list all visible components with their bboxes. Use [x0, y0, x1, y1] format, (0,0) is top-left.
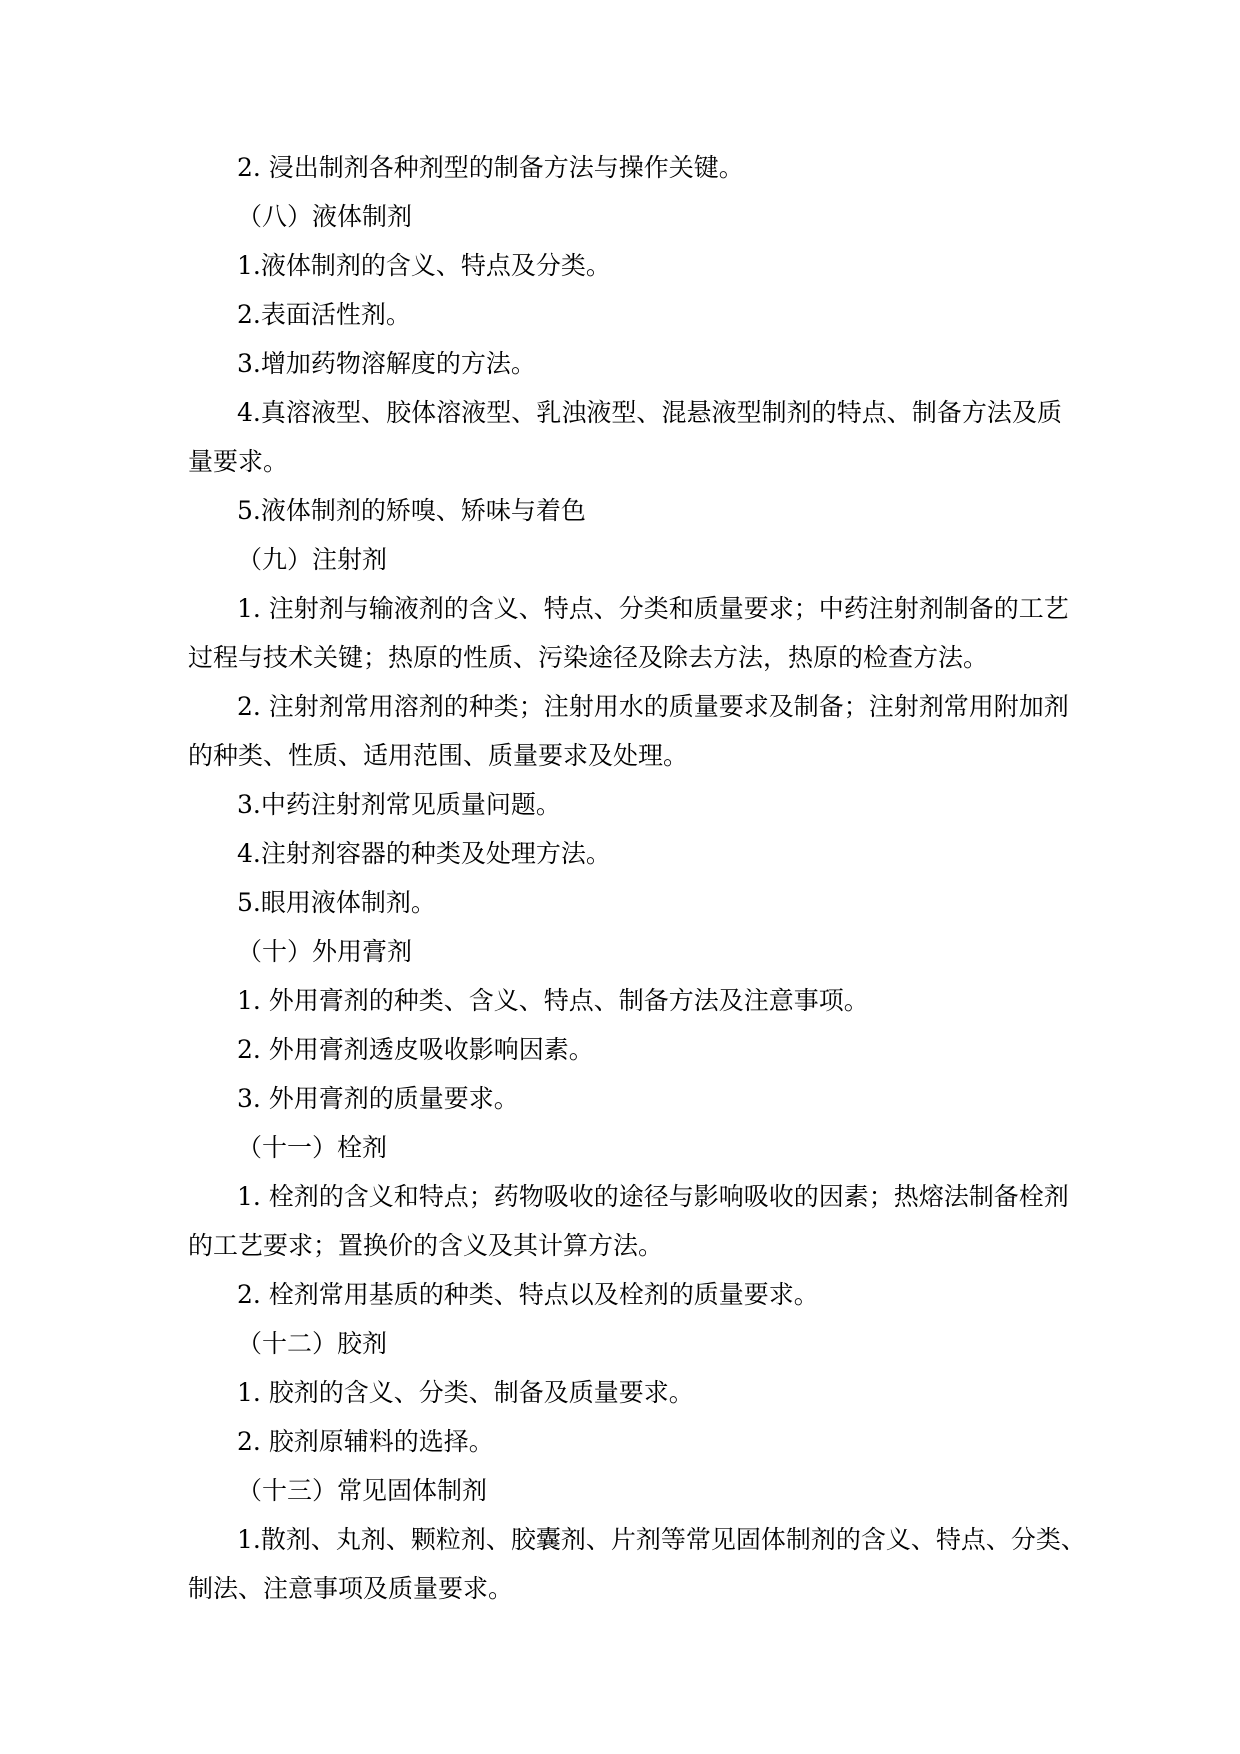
- text-line: 3.增加药物溶解度的方法。: [237, 349, 536, 378]
- text-line: 2.表面活性剂。: [237, 300, 411, 329]
- text-line: 1. 胶剂的含义、分类、制备及质量要求。: [237, 1378, 694, 1407]
- text-line: 1. 栓剂的含义和特点；药物吸收的途径与影响吸收的因素；热熔法制备栓剂: [237, 1182, 1069, 1211]
- text-line: 的种类、性质、适用范围、质量要求及处理。: [188, 741, 689, 770]
- text-line: 5.液体制剂的矫嗅、矫味与着色: [237, 496, 586, 525]
- section-heading: （十）外用膏剂: [237, 937, 413, 966]
- text-line: 1. 注射剂与输液剂的含义、特点、分类和质量要求；中药注射剂制备的工艺: [237, 594, 1069, 623]
- text-line: 1.液体制剂的含义、特点及分类。: [237, 251, 611, 280]
- section-heading: （十二）胶剂: [237, 1329, 388, 1358]
- text-line: 5.眼用液体制剂。: [237, 888, 436, 917]
- text-line: 2. 外用膏剂透皮吸收影响因素。: [237, 1035, 594, 1064]
- text-line: 3.中药注射剂常见质量问题。: [237, 790, 561, 819]
- text-line: 量要求。: [188, 447, 289, 476]
- text-line: 2. 栓剂常用基质的种类、特点以及栓剂的质量要求。: [237, 1280, 819, 1309]
- text-line: 的工艺要求；置换价的含义及其计算方法。: [188, 1231, 664, 1260]
- text-line: 4.注射剂容器的种类及处理方法。: [237, 839, 611, 868]
- text-line: 过程与技术关键；热原的性质、污染途径及除去方法，热原的检查方法。: [188, 643, 989, 672]
- section-heading: （十三）常见固体制剂: [237, 1476, 488, 1505]
- section-heading: （九）注射剂: [237, 545, 388, 574]
- section-heading: （八）液体制剂: [237, 202, 413, 231]
- text-line: 制法、注意事项及质量要求。: [188, 1574, 514, 1603]
- text-line: 2. 胶剂原辅料的选择。: [237, 1427, 494, 1456]
- text-line: 2. 注射剂常用溶剂的种类；注射用水的质量要求及制备；注射剂常用附加剂: [237, 692, 1069, 721]
- text-line: 4.真溶液型、胶体溶液型、乳浊液型、混悬液型制剂的特点、制备方法及质: [237, 398, 1062, 427]
- text-line: 2. 浸出制剂各种剂型的制备方法与操作关键。: [237, 153, 744, 182]
- text-line: 1. 外用膏剂的种类、含义、特点、制备方法及注意事项。: [237, 986, 869, 1015]
- section-heading: （十一）栓剂: [237, 1133, 388, 1162]
- text-line: 1.散剂、丸剂、颗粒剂、胶囊剂、片剂等常见固体制剂的含义、特点、分类、: [237, 1525, 1086, 1554]
- document-page: [188, 143, 1086, 1613]
- text-line: 3. 外用膏剂的质量要求。: [237, 1084, 519, 1113]
